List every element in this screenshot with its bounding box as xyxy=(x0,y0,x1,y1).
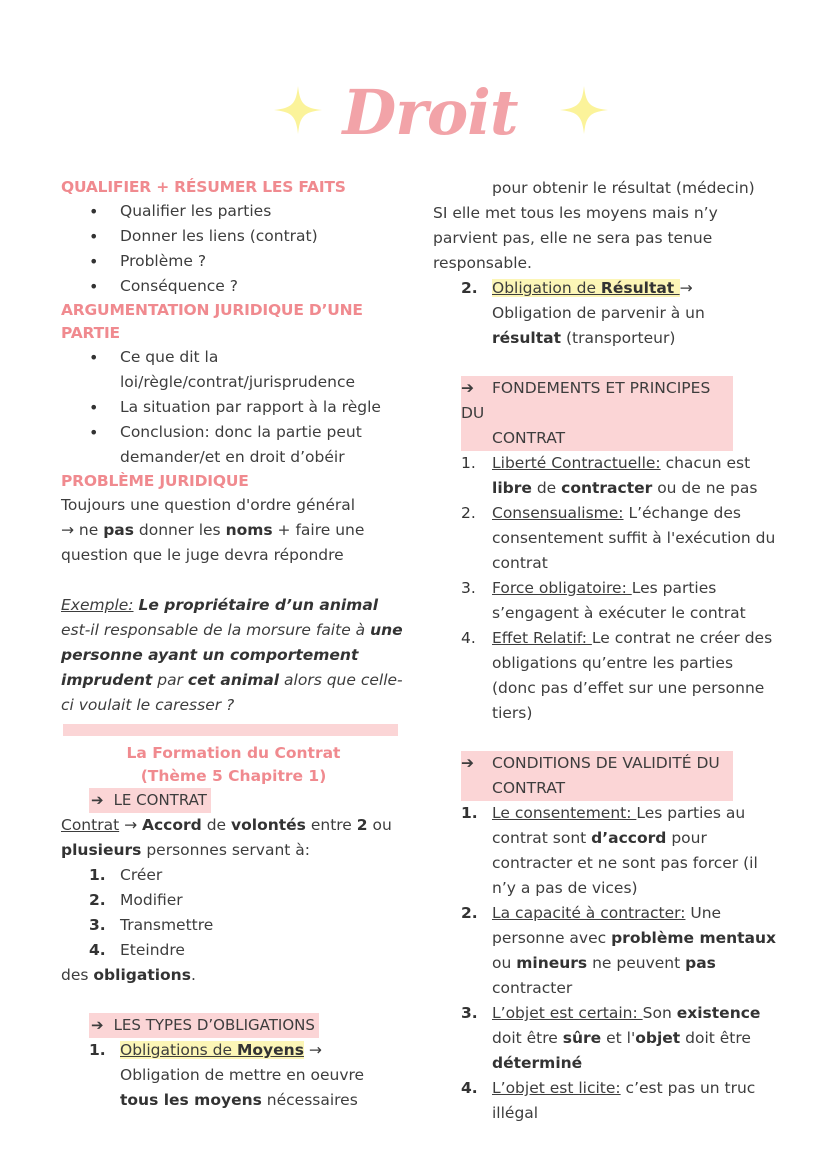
right-column xyxy=(433,176,778,1126)
fondements-list xyxy=(433,451,778,726)
section-fondements: ➔ FONDEMENTS ET PRINCIPES DU CONTRAT xyxy=(461,376,733,451)
moyens-note: SI elle met tous les moyens mais n’y parvient pas, elle ne sera pas tenue responsable. xyxy=(433,204,718,272)
list-item: 3. Force obligatoire: Les parties s’engagent à exécuter le contrat xyxy=(461,579,746,622)
sparkle-left-icon xyxy=(272,84,324,136)
list-item: 1. Le consentement: Les parties au contrat sont d’accord pour contracter et ne sont pas forcer (il n’y a pas de vices) xyxy=(461,804,758,897)
list-item: 1. Créer xyxy=(89,866,163,884)
argumentation-list xyxy=(61,345,406,470)
arrow-icon: ➔ xyxy=(91,1016,104,1034)
example-text: Exemple: Le propriétaire d’un animal est-il responsable de la morsure faite à une personne ayant un comportement imprudent par cet animal alors que celle-ci voulait le caresser ? xyxy=(61,596,403,714)
contrat-definition: Contrat → Accord de volontés entre 2 ou plusieurs personnes servant à: xyxy=(61,816,392,859)
contrat-list xyxy=(61,863,406,963)
list-item: 2. Modifier xyxy=(89,891,183,909)
list-item: 4. Eteindre xyxy=(89,941,185,959)
types-list-continued xyxy=(433,276,778,351)
list-item: 3. Transmettre xyxy=(89,916,214,934)
arrow-icon: ➔ xyxy=(461,379,474,397)
arrow-icon: ➔ xyxy=(461,754,474,772)
arrow-icon: ➔ xyxy=(91,791,104,809)
list-item: • Problème ? xyxy=(61,249,406,274)
left-column xyxy=(61,176,406,1113)
list-item: 1. Liberté Contractuelle: chacun est libre de contracter ou de ne pas xyxy=(461,454,758,497)
heading-qualifier: QUALIFIER + RÉSUMER LES FAITS xyxy=(61,178,346,196)
list-item: 3. L’objet est certain: Son existence doit être sûre et l'objet doit être déterminé xyxy=(461,1004,761,1072)
probleme-text: Toujours une question d'ordre général → ne pas donner les noms + faire une question que le juge devra répondre xyxy=(61,496,365,564)
list-item: 2. Obligation de Résultat → Obligation de parvenir à un résultat (transporteur) xyxy=(461,279,705,347)
conditions-list xyxy=(433,801,778,1126)
list-item: • Qualifier les parties xyxy=(61,199,406,224)
list-item: 2. La capacité à contracter: Une personne avec problème mentaux ou mineurs ne peuvent pas contracter xyxy=(461,904,777,997)
list-item: • Donner les liens (contrat) xyxy=(61,224,406,249)
section-le-contrat: ➔ LE CONTRAT xyxy=(61,788,406,813)
heading-argumentation: ARGUMENTATION JURIDIQUE D’UNE PARTIE xyxy=(61,301,363,342)
obligations-line: des obligations. xyxy=(61,966,196,984)
section-types-obligations: ➔ LES TYPES D’OBLIGATIONS xyxy=(61,1013,406,1038)
list-item: 2. Consensualisme: L’échange des consentement suffit à l'exécution du contrat xyxy=(461,504,776,572)
list-item: 1. Obligations de Moyens → Obligation de mettre en oeuvre tous les moyens nécessaires xyxy=(89,1041,365,1109)
section-conditions: ➔ CONDITIONS DE VALIDITÉ DU CONTRAT xyxy=(461,751,733,801)
qualifier-list xyxy=(61,199,406,299)
heading-probleme: PROBLÈME JURIDIQUE xyxy=(61,472,249,490)
title-area xyxy=(0,72,828,162)
list-item: • Conséquence ? xyxy=(61,274,406,299)
list-item: • Conclusion: donc la partie peut demander/et en droit d’obéir xyxy=(61,420,406,470)
continued-text: pour obtenir le résultat (médecin) xyxy=(492,179,755,197)
divider-bar xyxy=(63,724,398,736)
list-item: 4. L’objet est licite: c’est pas un truc illégal xyxy=(461,1079,756,1122)
types-list xyxy=(61,1038,406,1113)
chapter-title: La Formation du Contrat (Thème 5 Chapitre 1) xyxy=(126,744,341,785)
sparkle-right-icon xyxy=(558,84,610,136)
list-item: • Ce que dit la loi/règle/contrat/jurisprudence xyxy=(61,345,406,395)
page-title: Droit xyxy=(342,76,518,149)
list-item: 4. Effet Relatif: Le contrat ne créer des obligations qu’entre les parties (donc pas d’effet sur une personne tiers) xyxy=(461,629,773,722)
list-item: • La situation par rapport à la règle xyxy=(61,395,406,420)
